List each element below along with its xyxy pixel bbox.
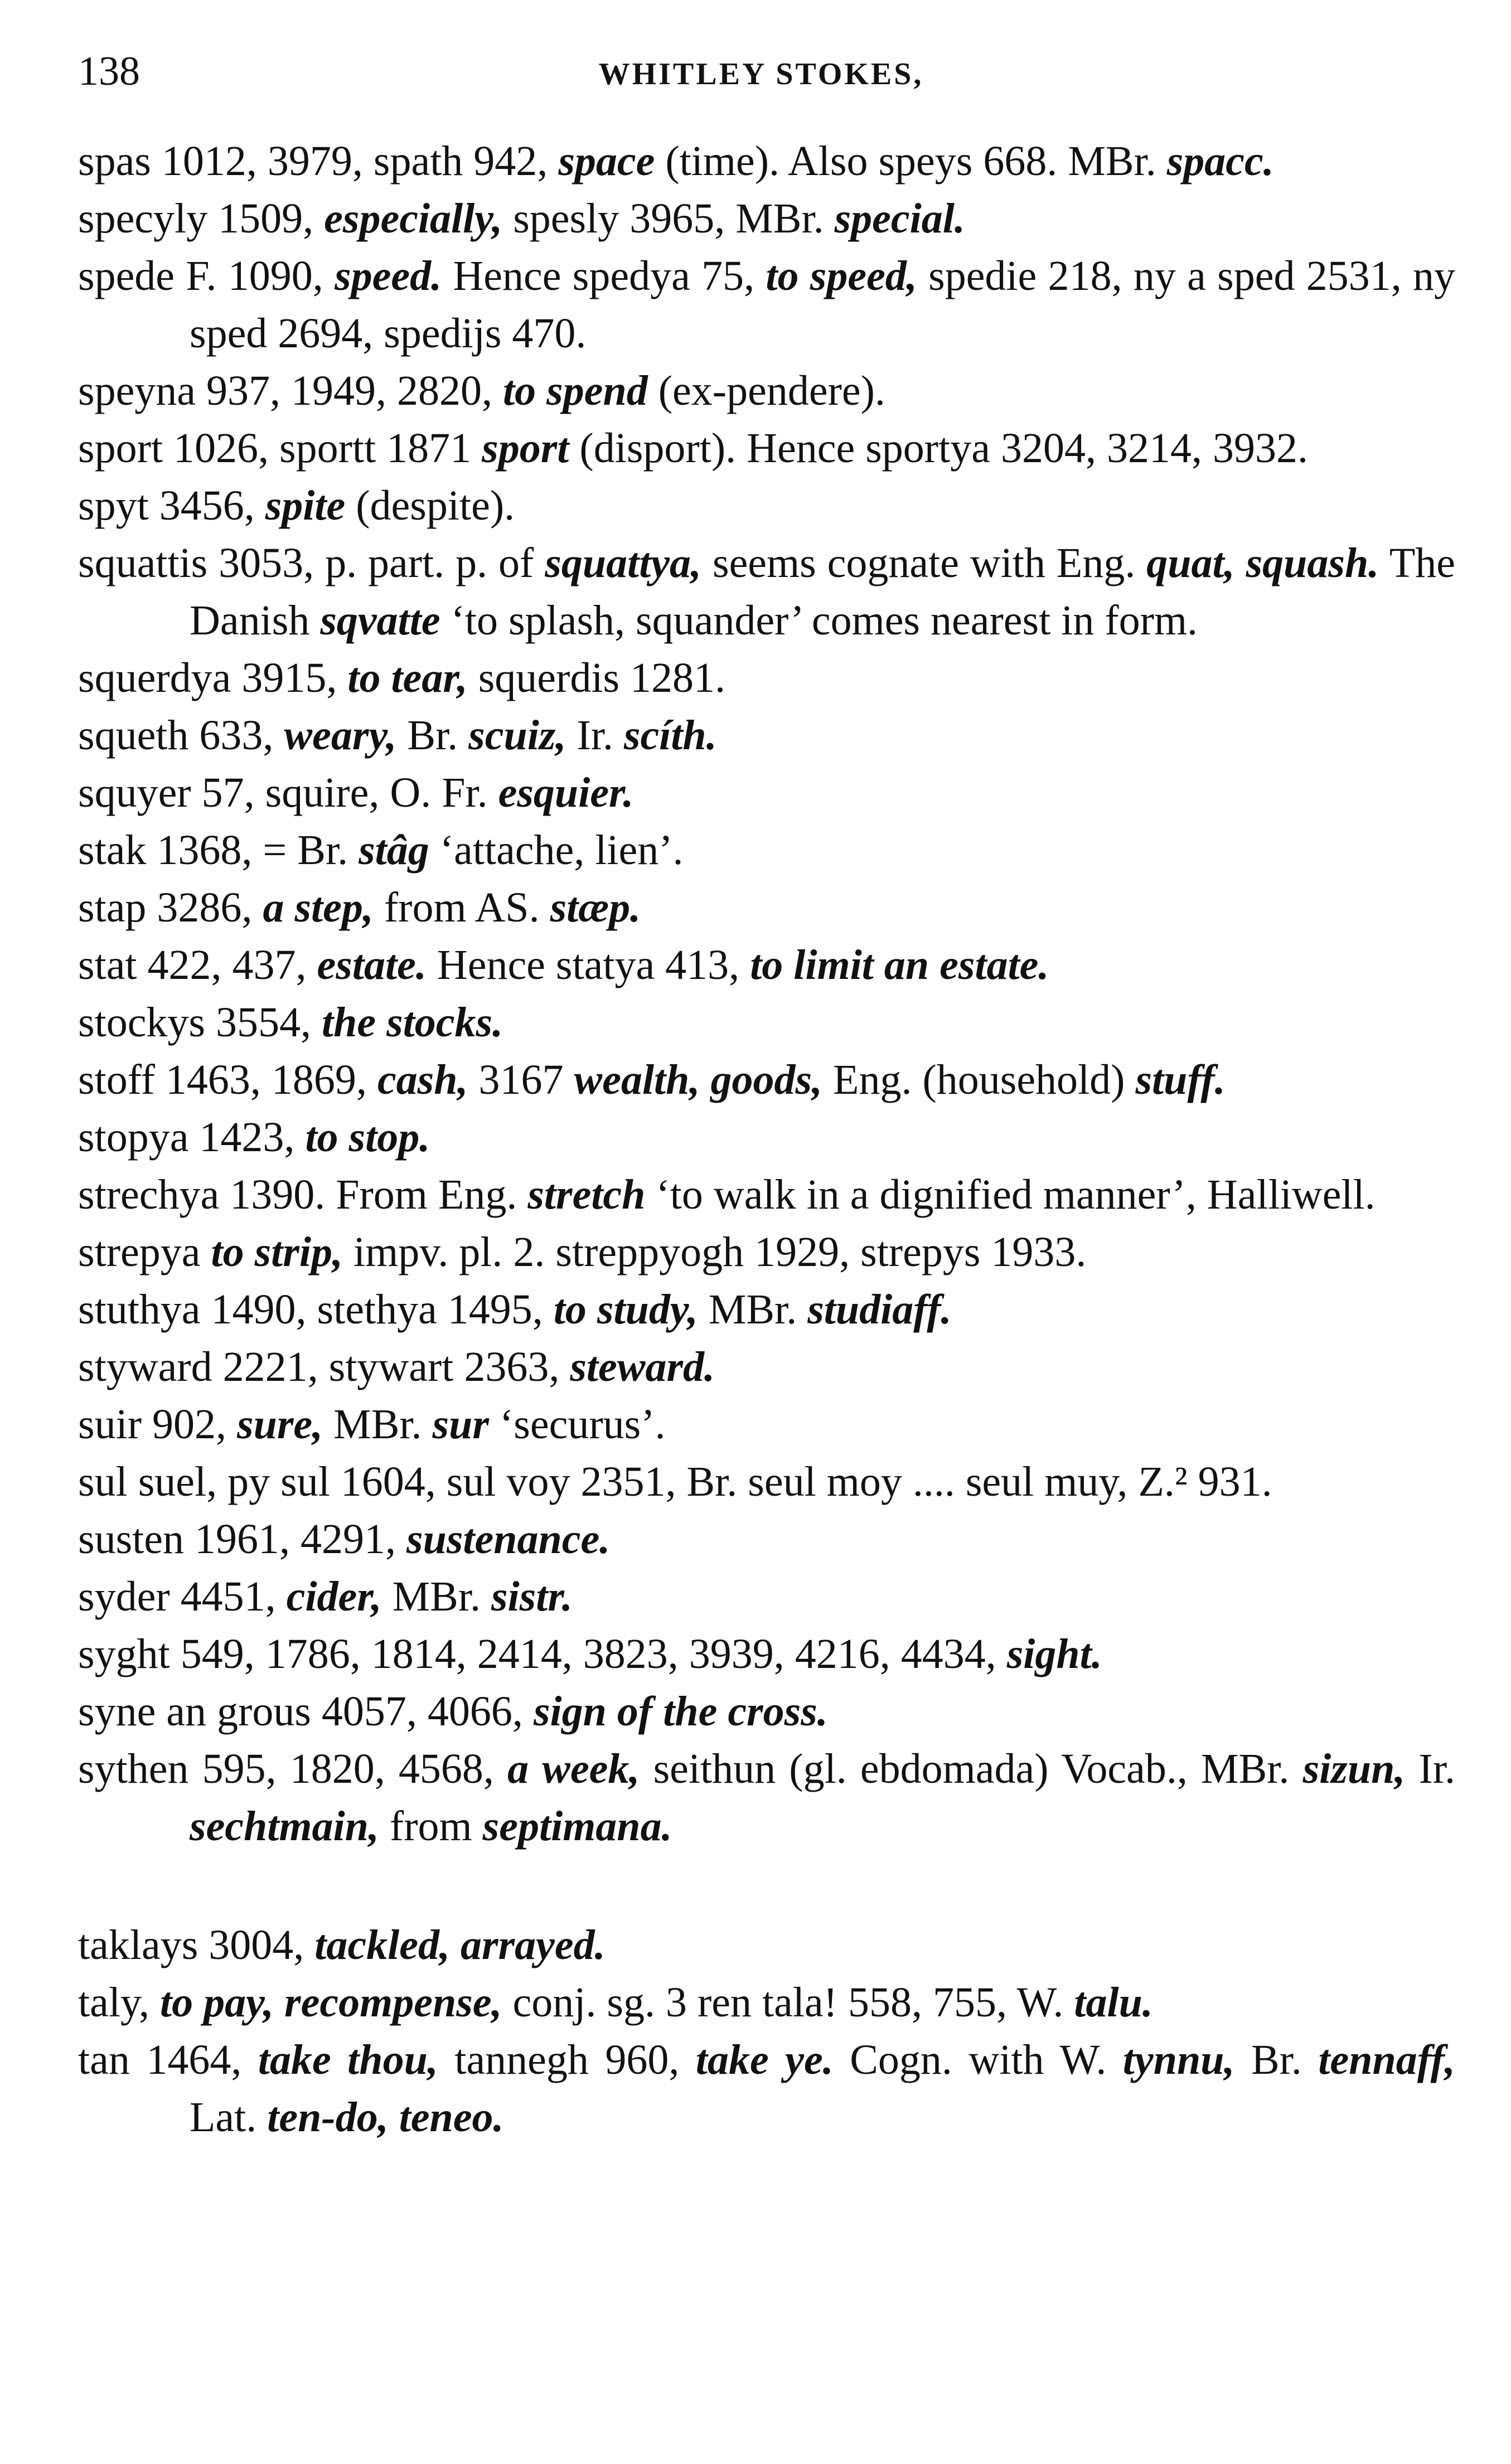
entry-gloss: take thou, — [258, 2036, 438, 2083]
entry-text: Br. — [396, 712, 469, 759]
entry-text: stoff 1463, 1869, — [78, 1056, 377, 1103]
entry-gloss: weary, — [284, 712, 397, 759]
glossary-entry — [78, 1683, 1455, 1740]
entries-group-t — [78, 1917, 1455, 2146]
entry-gloss: sustenance. — [406, 1516, 611, 1563]
entry-text: squeth 633, — [78, 712, 284, 759]
glossary-entry — [78, 1166, 1455, 1224]
entry-text: ‘securus’. — [488, 1401, 666, 1448]
entry-gloss: to limit an estate. — [750, 942, 1049, 988]
entry-gloss: to speed, — [766, 253, 917, 299]
entry-gloss: to strip, — [211, 1229, 343, 1275]
entry-gloss: especially, — [324, 195, 503, 242]
entry-text: MBr. — [698, 1286, 808, 1333]
entry-gloss: esquier. — [498, 769, 634, 816]
entry-text: sythen 595, 1820, 4568, — [78, 1745, 508, 1792]
entry-text: (time). Also speys 668. MBr. — [655, 138, 1167, 185]
glossary-entry — [78, 1917, 1455, 1974]
entry-text: (despite). — [345, 482, 515, 529]
entry-text: stat 422, 437, — [78, 942, 317, 988]
entry-gloss: sur — [432, 1401, 489, 1448]
entry-gloss: spite — [265, 482, 346, 529]
glossary-entry — [78, 1051, 1455, 1109]
glossary-entry — [78, 764, 1455, 822]
entry-text: syght 549, 1786, 1814, 2414, 3823, 3939, 4216, 4434, — [78, 1631, 1007, 1677]
entry-gloss: squattya, — [545, 540, 702, 586]
glossary-entry — [78, 1511, 1455, 1568]
entry-text: tan 1464, — [78, 2036, 258, 2083]
entry-gloss: studiaff. — [807, 1286, 952, 1333]
entry-text: 3167 — [468, 1056, 574, 1103]
entry-gloss: a week, — [507, 1745, 640, 1792]
glossary-entry — [78, 937, 1455, 994]
entry-gloss: scuiz, — [468, 712, 566, 759]
entry-text: taklays 3004, — [78, 1922, 315, 1968]
entry-text: from — [379, 1803, 483, 1850]
entry-text: strechya 1390. From Eng. — [78, 1171, 528, 1218]
glossary-entry — [78, 1626, 1455, 1683]
entry-gloss: tennaff, — [1318, 2036, 1455, 2083]
glossary-entry — [78, 1453, 1455, 1511]
entry-gloss: sqvatte — [320, 597, 440, 644]
entry-gloss: cider, — [286, 1573, 382, 1620]
entry-text: Hence spedya 75, — [442, 253, 766, 299]
entry-text: spesly 3965, MBr. — [502, 195, 835, 242]
entry-text: ‘attache, lien’. — [429, 827, 684, 874]
entry-text: suir 902, — [78, 1401, 237, 1448]
entry-text: syne an grous 4057, 4066, — [78, 1688, 534, 1735]
entry-text: spas 1012, 3979, spath 942, — [78, 138, 559, 185]
entry-text: Lat. — [190, 2094, 268, 2141]
entry-gloss: special. — [834, 195, 965, 242]
entry-gloss: to study, — [553, 1286, 698, 1333]
entry-gloss: cash, — [377, 1056, 468, 1103]
entry-text: susten 1961, 4291, — [78, 1516, 406, 1563]
entry-gloss: speed. — [335, 253, 442, 299]
entry-text: sul suel, py sul 1604, sul voy 2351, Br. seul moy .... seul muy, Z.² 931. — [78, 1458, 1272, 1505]
glossary-entry — [78, 133, 1455, 190]
entry-text: squerdis 1281. — [467, 654, 726, 701]
glossary-entry — [78, 1281, 1455, 1338]
entry-text: ‘to walk in a dignified manner’, Halliwell. — [645, 1171, 1376, 1218]
entry-text: ‘to splash, squander’ comes nearest in form. — [440, 597, 1198, 644]
entry-text: styward 2221, stywart 2363, — [78, 1343, 570, 1390]
entry-gloss: to pay, recompense, — [160, 1979, 502, 2026]
entry-text: specyly 1509, — [78, 195, 325, 242]
entry-gloss: spacc. — [1166, 138, 1274, 185]
entry-gloss: tackled, arrayed. — [314, 1922, 606, 1968]
entry-text: Ir. — [566, 712, 624, 759]
entry-text: MBr. — [381, 1573, 491, 1620]
entries-group-s — [78, 133, 1455, 1855]
entry-gloss: sign of the cross. — [533, 1688, 828, 1735]
page-number: 138 — [78, 48, 140, 94]
entry-gloss: sechtmain, — [190, 1803, 379, 1850]
entry-text: strepya — [78, 1229, 211, 1275]
entry-text: squerdya 3915, — [78, 654, 348, 701]
entry-text: (disport). Hence sportya 3204, 3214, 3932. — [569, 425, 1308, 472]
entry-gloss: steward. — [570, 1343, 715, 1390]
glossary-entry — [78, 822, 1455, 879]
glossary-entry — [78, 535, 1455, 649]
entry-gloss: to stop. — [305, 1114, 430, 1161]
entry-text: stak 1368, = Br. — [78, 827, 359, 874]
running-head — [78, 43, 1444, 110]
entry-gloss: stâg — [359, 827, 429, 874]
entry-text: squyer 57, squire, O. Fr. — [78, 769, 498, 816]
entry-gloss: tynnu, — [1122, 2036, 1235, 2083]
entry-text: Hence statya 413, — [426, 942, 750, 988]
entry-gloss: sure, — [237, 1401, 323, 1448]
entry-gloss: sistr. — [491, 1573, 573, 1620]
entry-gloss: septimana. — [482, 1803, 672, 1850]
entry-text: spyt 3456, — [78, 482, 265, 529]
entry-text: stap 3286, — [78, 884, 263, 931]
glossary-entry — [78, 1568, 1455, 1626]
glossary-entry — [78, 1396, 1455, 1453]
entry-gloss: a step, — [263, 884, 374, 931]
entry-text: sport 1026, sportt 1871 — [78, 425, 482, 472]
entry-text: Eng. (household) — [822, 1056, 1136, 1103]
entry-text: stopya 1423, — [78, 1114, 306, 1161]
entry-gloss: the stocks. — [322, 999, 503, 1046]
glossary-entry — [78, 1338, 1455, 1396]
glossary-entries — [78, 133, 1455, 2146]
entry-text: The Danish — [190, 540, 1455, 644]
entry-gloss: wealth, goods, — [574, 1056, 823, 1103]
glossary-entry — [78, 1740, 1455, 1855]
section-gap — [78, 1855, 1455, 1917]
entry-text: (ex-pendere). — [647, 367, 885, 414]
entry-gloss: ten-do, teneo. — [267, 2094, 504, 2141]
glossary-entry — [78, 879, 1455, 937]
entry-text: from AS. — [373, 884, 550, 931]
glossary-entry — [78, 649, 1455, 707]
running-title: WHITLEY STOKES, — [598, 57, 924, 91]
entry-text: speyna 937, 1949, 2820, — [78, 367, 503, 414]
entry-text: MBr. — [323, 1401, 433, 1448]
glossary-entry — [78, 190, 1455, 248]
glossary-entry — [78, 362, 1455, 420]
entry-gloss: to spend — [503, 367, 648, 414]
entry-text: stockys 3554, — [78, 999, 322, 1046]
entry-gloss: stretch — [527, 1171, 646, 1218]
glossary-entry — [78, 1109, 1455, 1166]
entry-text: spedie 218, ny a sped 2531, ny sped 2694, spedijs 470. — [190, 253, 1456, 357]
glossary-entry — [78, 994, 1455, 1051]
entry-gloss: stæp. — [550, 884, 641, 931]
entry-gloss: quat, squash. — [1146, 540, 1379, 586]
entry-gloss: scíth. — [623, 712, 717, 759]
entry-text: tannegh 960, — [438, 2036, 696, 2083]
entry-gloss: sight. — [1006, 1631, 1102, 1677]
entry-text: stuthya 1490, stethya 1495, — [78, 1286, 554, 1333]
glossary-entry — [78, 1224, 1455, 1281]
entry-gloss: take ye. — [695, 2036, 834, 2083]
glossary-entry — [78, 2031, 1455, 2146]
entry-text: Cogn. with W. — [833, 2036, 1123, 2083]
entry-text: taly, — [78, 1979, 161, 2026]
entry-text: impv. pl. 2. streppyogh 1929, strepys 1933. — [342, 1229, 1087, 1275]
entry-text: spede F. 1090, — [78, 253, 335, 299]
entry-text: conj. sg. 3 ren tala! 558, 755, W. — [502, 1979, 1074, 2026]
entry-text: syder 4451, — [78, 1573, 287, 1620]
glossary-entry — [78, 420, 1455, 477]
entry-text: squattis 3053, p. part. p. of — [78, 540, 545, 586]
entry-gloss: talu. — [1074, 1979, 1153, 2026]
glossary-entry — [78, 707, 1455, 764]
glossary-entry — [78, 248, 1455, 362]
entry-gloss: sport — [482, 425, 569, 472]
entry-text: seithun (gl. ebdomada) Vocab., MBr. — [640, 1745, 1303, 1792]
entry-gloss: space — [558, 138, 655, 185]
glossary-entry — [78, 1974, 1455, 2031]
entry-text: Br. — [1234, 2036, 1319, 2083]
entry-gloss: estate. — [317, 942, 427, 988]
entry-gloss: stuff. — [1135, 1056, 1226, 1103]
glossary-entry — [78, 477, 1455, 535]
entry-text: Ir. — [1405, 1745, 1455, 1792]
entry-text: seems cognate with Eng. — [701, 540, 1147, 586]
entry-gloss: to tear, — [347, 654, 468, 701]
entry-gloss: sizun, — [1302, 1745, 1406, 1792]
